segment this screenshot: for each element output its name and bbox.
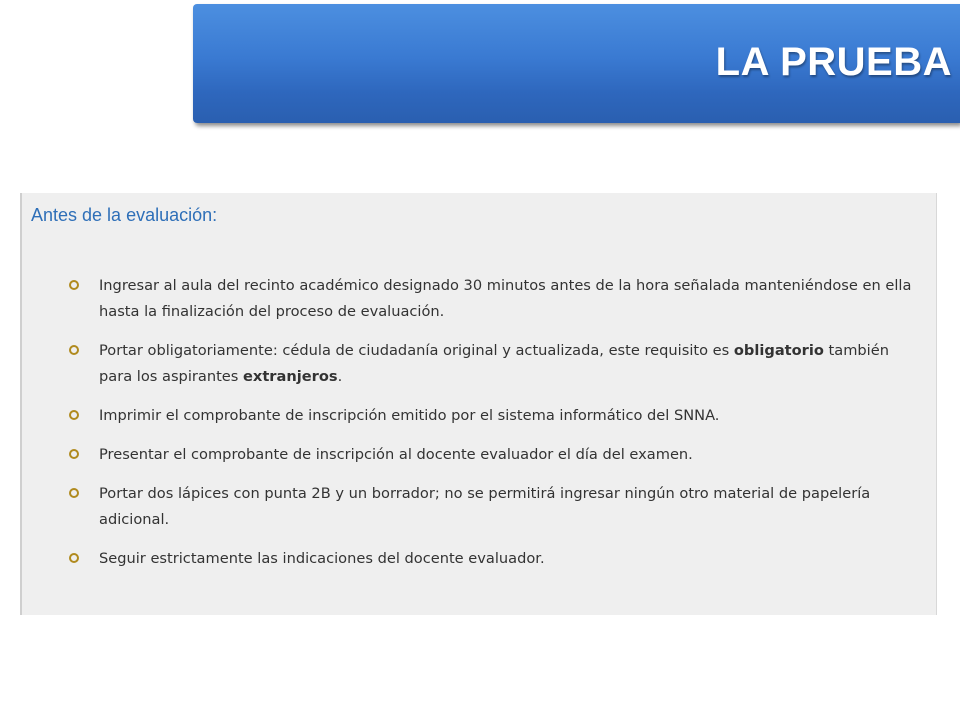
list-item-text: Portar dos lápices con punta 2B y un borrador; no se permitirá ingresar ningún otro material de papelería adicional.: [99, 485, 871, 528]
list-item: [66, 546, 926, 572]
ring-bullet-icon: [69, 449, 79, 459]
list-item: [66, 481, 926, 533]
content-panel: [20, 193, 937, 615]
ring-bullet-icon: [69, 410, 79, 420]
title-banner: [193, 4, 960, 123]
ring-bullet-icon: [69, 553, 79, 563]
emphasis-extranjeros: extranjeros: [243, 368, 338, 385]
list-item: [66, 338, 926, 390]
list-item-text: Presentar el comprobante de inscripción al docente evaluador el día del examen.: [99, 446, 693, 463]
ring-bullet-icon: [69, 488, 79, 498]
list-item: [66, 273, 926, 325]
list-item-text: también para los aspirantes: [99, 342, 889, 385]
slide-title: LA PRUEBA: [715, 40, 952, 84]
ring-bullet-icon: [69, 345, 79, 355]
list-item-text: Ingresar al aula del recinto académico designado 30 minutos antes de la hora señalada manteniéndose en ella hasta la finalización del proceso de evaluación.: [99, 277, 912, 320]
requirements-list: [66, 273, 926, 585]
list-item: [66, 403, 926, 429]
list-item-text: Seguir estrictamente las indicaciones del docente evaluador.: [99, 550, 545, 567]
ring-bullet-icon: [69, 280, 79, 290]
panel-heading: Antes de la evaluación:: [31, 205, 218, 225]
list-item: [66, 442, 926, 468]
list-item-text: Imprimir el comprobante de inscripción emitido por el sistema informático del SNNA.: [99, 407, 720, 424]
emphasis-obligatorio: obligatorio: [733, 342, 824, 359]
list-item-text: .: [337, 368, 343, 385]
list-item-text: Portar obligatoriamente: cédula de ciudadanía original y actualizada, este requisito es: [99, 342, 734, 359]
